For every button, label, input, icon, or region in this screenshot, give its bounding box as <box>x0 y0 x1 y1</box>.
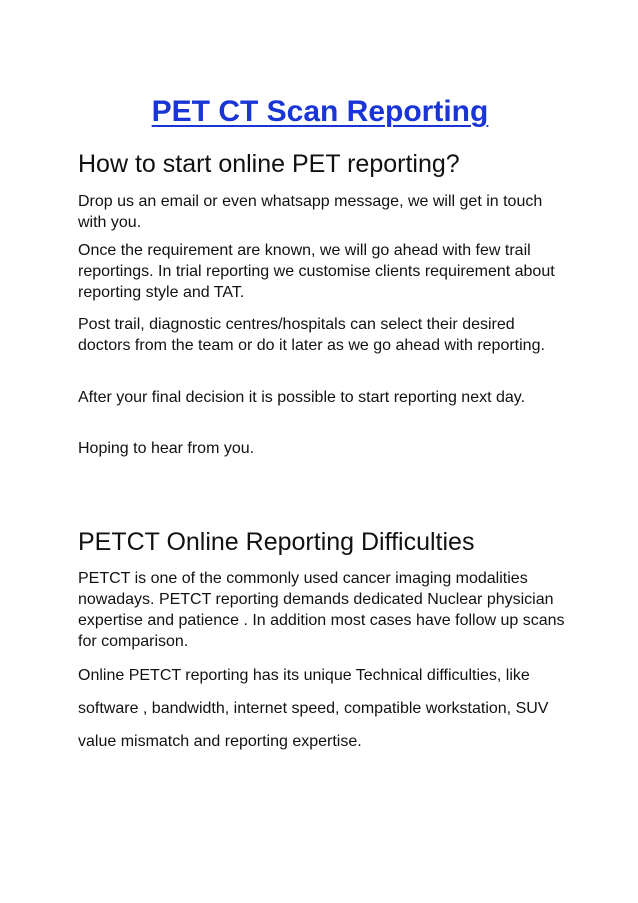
paragraph-select-doctors: Post trail, diagnostic centres/hospitals can select their desired doctors from the team or do it later as we go ahead with reporting. <box>78 316 545 354</box>
paragraph-final-decision: After your final decision it is possible to start reporting next day. <box>78 389 526 406</box>
paragraph-petct-intro: PETCT is one of the commonly used cancer imaging modalities nowadays. PETCT reporting demands dedicated Nuclear physician expertise and patience . In addition most cases have follow up scans for comparison. <box>78 570 565 650</box>
paragraph-closing: Hoping to hear from you. <box>78 440 255 457</box>
paragraph-contact: Drop us an email or even whatsapp message, we will get in touch with you. <box>78 193 543 231</box>
paragraph-technical-difficulties: Online PETCT reporting has its unique Technical difficulties, like software , bandwidth, internet speed, compatible workstation, SUV value mismatch and reporting expertise. <box>78 667 549 750</box>
section-heading-start-reporting: How to start online PET reporting? <box>78 150 460 178</box>
document-title: PET CT Scan Reporting <box>151 95 489 128</box>
section-heading-difficulties: PETCT Online Reporting Difficulties <box>78 528 475 556</box>
paragraph-trial-reporting: Once the requirement are known, we will go ahead with few trail reportings. In trial reporting we customise clients requirement about reporting style and TAT. <box>78 242 555 301</box>
